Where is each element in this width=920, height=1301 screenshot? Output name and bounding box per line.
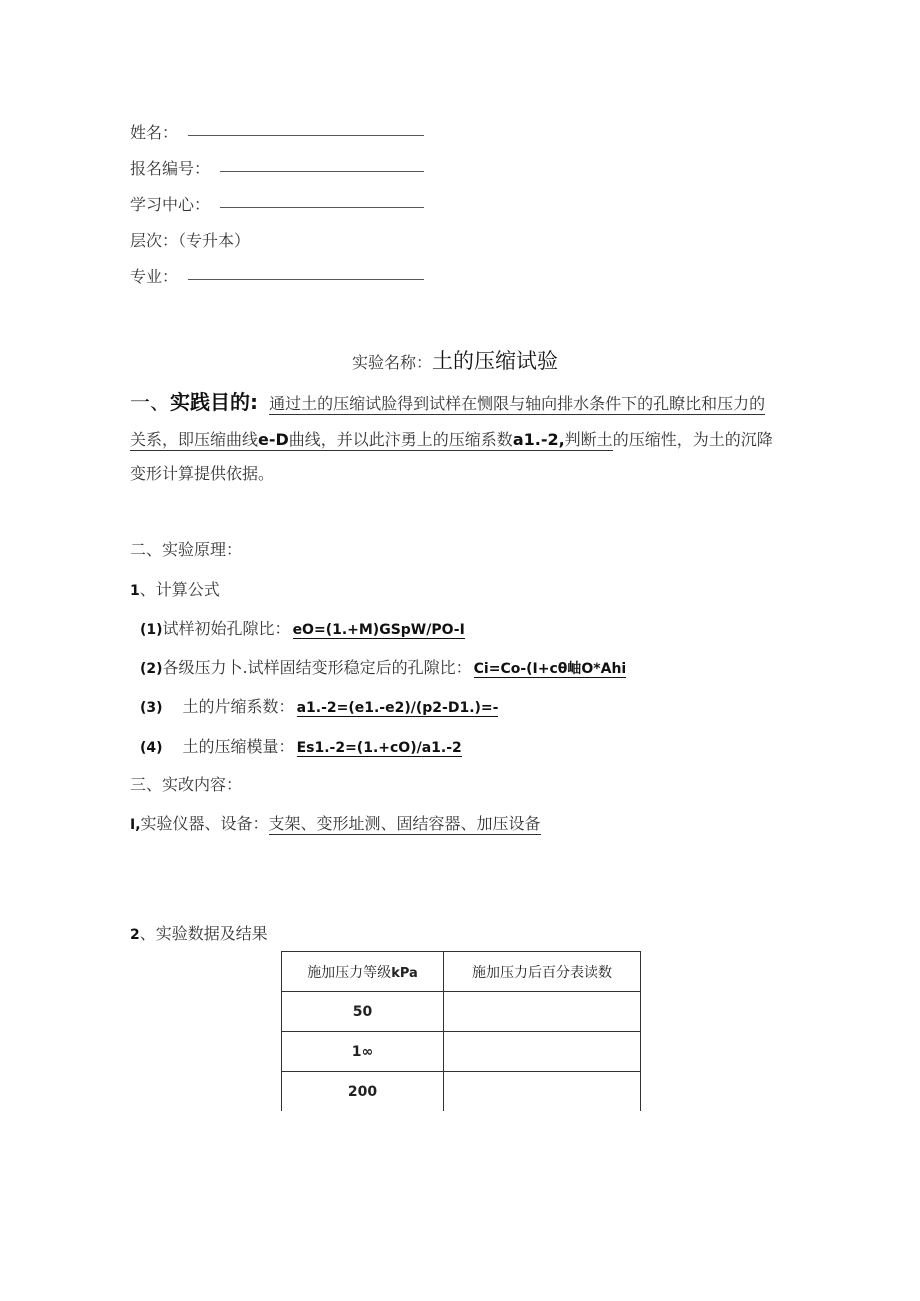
reading-cell[interactable] bbox=[444, 1072, 641, 1112]
section2-sub1 bbox=[130, 582, 220, 598]
section1-line2-a: 关系，即压缩曲线 bbox=[130, 430, 259, 449]
formula-item-2-label: 各级压力卜.试样固结变形稳定后的孔隙比： bbox=[162, 658, 472, 677]
formula-item-4 bbox=[140, 739, 462, 755]
reading-cell[interactable] bbox=[444, 992, 641, 1032]
table-row bbox=[282, 1072, 641, 1112]
formula-item-3-formula: a1.-2=(e1.-e2)/(p2-D1.)=- bbox=[296, 700, 499, 716]
formula-item-4-formula: Es1.-2=(1.+cO)/a1.-2 bbox=[296, 740, 462, 756]
equipment-num: I, bbox=[130, 817, 141, 833]
equipment-line bbox=[130, 816, 541, 832]
header-dial-reading: 施加压力后百分表读数 bbox=[444, 952, 641, 992]
pressure-cell: 50 bbox=[282, 992, 444, 1032]
formula-item-1-num: (1) bbox=[140, 622, 163, 638]
enroll-id-field[interactable] bbox=[220, 171, 424, 172]
enroll-id-label: 报名编号： bbox=[130, 159, 211, 178]
formula-item-1 bbox=[140, 621, 465, 637]
section2-heading: 二、实验原理： bbox=[130, 540, 243, 559]
section1-line2-d: a1.-2, bbox=[512, 430, 565, 449]
section1-heading: 实践目的: bbox=[170, 390, 258, 414]
pressure-cell: 1∞ bbox=[282, 1032, 444, 1072]
reading-cell[interactable] bbox=[444, 1032, 641, 1072]
formula-item-3 bbox=[140, 699, 498, 715]
pressure-cell: 200 bbox=[282, 1072, 444, 1112]
major-field[interactable] bbox=[188, 279, 424, 280]
page-title bbox=[352, 345, 558, 375]
formula-item-4-num: (4) bbox=[140, 740, 163, 756]
section1-line3: 变形计算提供依据。 bbox=[130, 464, 275, 483]
formula-item-3-num: (3) bbox=[140, 700, 163, 716]
equipment-value: 支架、变形址测、固结容器、加压设备 bbox=[268, 814, 541, 833]
formula-item-2-formula: Ci=Co-(I+cθ岫O*Ahi bbox=[473, 661, 627, 677]
header-pressure-level bbox=[282, 952, 444, 992]
header-pressure-text: 施加压力等级 bbox=[307, 964, 392, 981]
data-results-heading bbox=[130, 926, 268, 942]
section2-sub1-text: 、计算公式 bbox=[139, 580, 220, 599]
formula-item-2-num: (2) bbox=[140, 661, 163, 677]
section3-heading: 三、实改内容： bbox=[130, 775, 243, 794]
section1-line2-b: e-D bbox=[258, 430, 289, 449]
section1-line1 bbox=[130, 392, 765, 412]
name-field[interactable] bbox=[188, 135, 424, 136]
major-label: 专业： bbox=[130, 267, 179, 286]
section1-text-line1: 通过土的压缩试脸得到试样在恻限与轴向排水条件下的孔瞭比和压力的 bbox=[269, 394, 766, 413]
equipment-label: 实验仪器、设备： bbox=[140, 814, 269, 833]
data-results-num: 2 bbox=[130, 927, 140, 943]
section2-sub1-num: 1 bbox=[130, 583, 140, 599]
results-table bbox=[281, 951, 641, 1111]
title-prefix: 实验名称： bbox=[352, 353, 433, 372]
section1-line2-f: 的压缩性，为土的沉降 bbox=[612, 430, 773, 449]
table-row bbox=[282, 992, 641, 1032]
title-name: 土的压缩试验 bbox=[432, 349, 559, 373]
study-center-field[interactable] bbox=[220, 207, 424, 208]
study-center-label: 学习中心： bbox=[130, 195, 211, 214]
section1-number: 一、 bbox=[130, 390, 170, 414]
formula-item-1-label: 试样初始孔隙比： bbox=[162, 619, 291, 638]
formula-item-2 bbox=[140, 660, 626, 676]
formula-item-3-label: 土的片缩系数： bbox=[182, 697, 295, 716]
header-pressure-unit: kPa bbox=[391, 965, 418, 981]
data-results-label: 、实验数据及结果 bbox=[139, 924, 268, 943]
name-label: 姓名： bbox=[130, 123, 179, 142]
formula-item-4-label: 土的压缩模量： bbox=[182, 737, 295, 756]
section1-line2 bbox=[130, 432, 773, 448]
section1-line2-e: 判断土 bbox=[564, 430, 613, 449]
formula-item-1-formula: eO=(1.+M)GSpW/PO-I bbox=[292, 622, 465, 638]
section1-line2-c: 曲线，并以此汴勇上的压缩系数 bbox=[288, 430, 513, 449]
table-header-row bbox=[282, 952, 641, 992]
level-label: 层次：（专升本） bbox=[130, 231, 251, 250]
table-row bbox=[282, 1032, 641, 1072]
